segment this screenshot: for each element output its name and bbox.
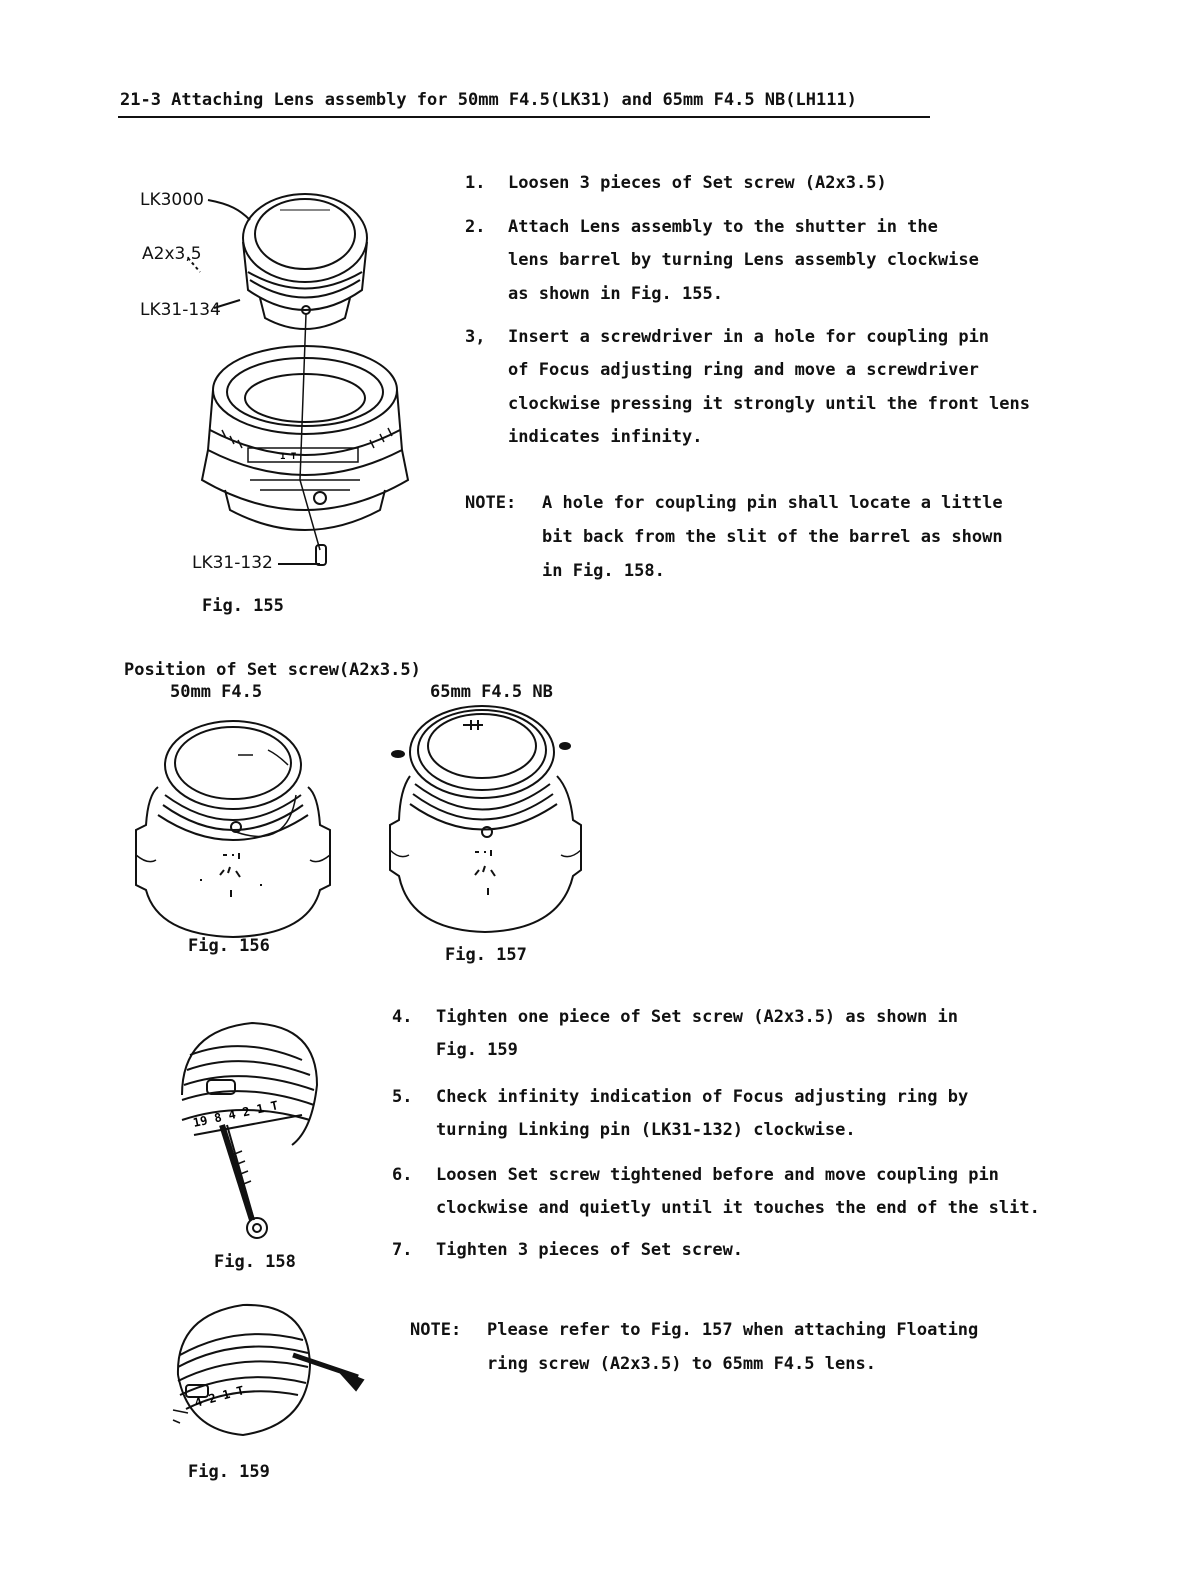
step-2-number: 2. (465, 217, 486, 237)
note-a-label: NOTE: (465, 493, 517, 513)
fig158-caption: Fig. 158 (214, 1252, 296, 1272)
fig157-caption: Fig. 157 (445, 945, 527, 965)
fig159-lens-detail (168, 1295, 378, 1440)
callout-lk3000: LK3000 (140, 190, 204, 210)
title-underline (118, 116, 930, 118)
step-4-number: 4. (392, 1007, 413, 1027)
fig155-lens-drawing (130, 180, 430, 590)
step-3-line-4: indicates infinity. (508, 427, 703, 447)
fig159-caption: Fig. 159 (188, 1462, 270, 1482)
step-6-line-2: clockwise and quietly until it touches the end of the slit. (436, 1198, 1040, 1218)
step-3-line-3: clockwise pressing it strongly until the front lens (508, 394, 1030, 414)
note-a-line-3: in Fig. 158. (542, 561, 665, 581)
step-5-number: 5. (392, 1087, 413, 1107)
position-title: Position of Set screw(A2x3.5) (124, 660, 421, 680)
callout-a2x35: A2x3,5 (142, 244, 202, 264)
label-65mm: 65mm F4.5 NB (430, 682, 553, 702)
step-3-line-1: Insert a screwdriver in a hole for coupling pin (508, 327, 990, 347)
step-1-number: 1. (465, 173, 486, 193)
callout-lk31-134: LK31-134 (140, 300, 221, 320)
step-2-line-3: as shown in Fig. 155. (508, 284, 723, 304)
fig158-lens-detail (172, 1015, 322, 1240)
fig155-scale-text: 1 T (280, 452, 297, 462)
step-7-line-1: Tighten 3 pieces of Set screw. (436, 1240, 744, 1260)
step-1-line-1: Loosen 3 pieces of Set screw (A2x3.5) (508, 173, 887, 193)
callout-lk31-132: LK31-132 (192, 553, 273, 573)
step-4-line-1: Tighten one piece of Set screw (A2x3.5) as shown in (436, 1007, 958, 1027)
step-4-line-2: Fig. 159 (436, 1040, 518, 1060)
note-a-line-2: bit back from the slit of the barrel as shown (542, 527, 1003, 547)
fig156-caption: Fig. 156 (188, 936, 270, 956)
fig157-lens-drawing (385, 700, 605, 940)
note-b-line-1: Please refer to Fig. 157 when attaching Floating (487, 1320, 979, 1340)
step-6-line-1: Loosen Set screw tightened before and move coupling pin (436, 1165, 999, 1185)
step-3-line-2: of Focus adjusting ring and move a screwdriver (508, 360, 979, 380)
label-50mm: 50mm F4.5 (170, 682, 263, 702)
note-b-line-2: ring screw (A2x3.5) to 65mm F4.5 lens. (487, 1354, 876, 1374)
step-2-line-1: Attach Lens assembly to the shutter in the (508, 217, 938, 237)
step-6-number: 6. (392, 1165, 413, 1185)
fig156-lens-drawing (128, 715, 348, 940)
fig158-scale-text: 19 8 4 2 1 T (191, 1098, 280, 1130)
step-5-line-1: Check infinity indication of Focus adjusting ring by (436, 1087, 969, 1107)
step-2-line-2: lens barrel by turning Lens assembly clockwise (508, 250, 979, 270)
note-b-label: NOTE: (410, 1320, 462, 1340)
note-a-line-1: A hole for coupling pin shall locate a little (542, 493, 1003, 513)
step-5-line-2: turning Linking pin (LK31-132) clockwise. (436, 1120, 856, 1140)
page-title: 21-3 Attaching Lens assembly for 50mm F4.5(LK31) and 65mm F4.5 NB(LH111) (120, 90, 857, 110)
step-7-number: 7. (392, 1240, 413, 1260)
fig155-caption: Fig. 155 (202, 596, 284, 616)
step-3-number: 3, (465, 327, 486, 347)
fig159-scale-text: 4 2 1 T (193, 1383, 246, 1410)
